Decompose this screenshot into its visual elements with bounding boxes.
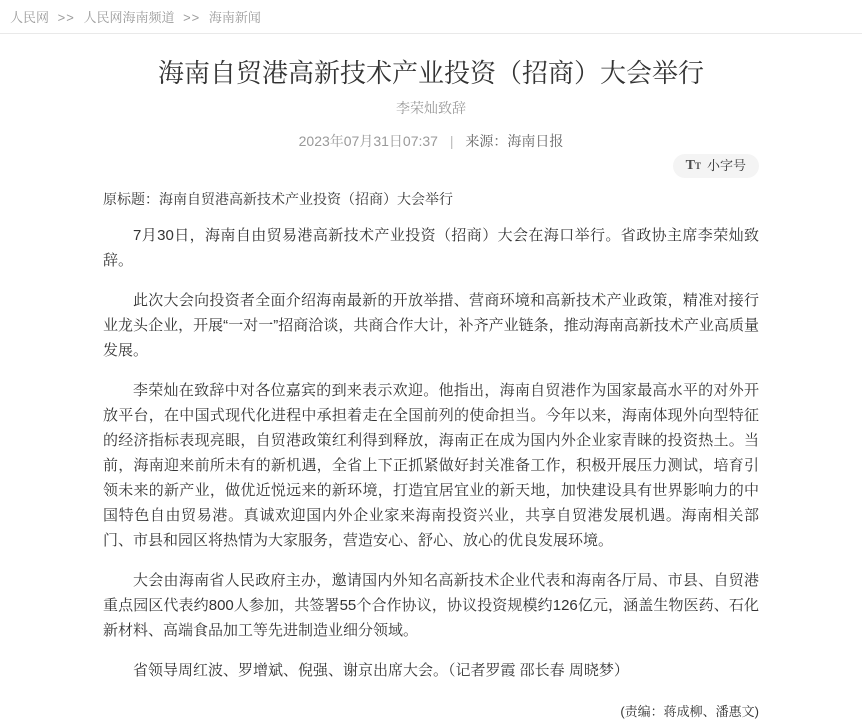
font-resize-icon-large-t: T bbox=[685, 158, 695, 173]
font-size-button[interactable] bbox=[673, 154, 759, 178]
top-divider bbox=[0, 33, 862, 34]
paragraph: 此次大会向投资者全面介绍海南最新的开放举措、营商环境和高新技术产业政策，精准对接行业龙头企业，开展“一对一”招商洽谈，共商合作大计，补齐产业链条，推动海南高新技术产业高质量发展。 bbox=[103, 292, 759, 359]
toolbar bbox=[103, 154, 759, 178]
paragraph: 李荣灿在致辞中对各位嘉宾的到来表示欢迎。他指出，海南自贸港作为国家最高水平的对外开放平台，在中国式现代化进程中承担着走在全国前列的使命担当。今年以来，海南体现外向型特征的经济指标表现亮眼，自贸港政策红利得到释放，海南正在成为国内外企业家青睐的投资热土。当前，海南迎来前所未有的新机遇，全省上下正抓紧做好封关准备工作，积极开展压力测试，培育引领未来的新产业，做优近悦远来的新环境，打造宜居宜业的新天地，加快建设具有世界影响力的中国特色自由贸易港。真诚欢迎国内外企业家来海南投资兴业，共享自贸港发展机遇。海南相关部门、市县和园区将热情为大家服务，营造安心、舒心、放心的优良发展环境。 bbox=[103, 382, 759, 549]
article-body bbox=[103, 223, 759, 683]
paragraph: 7月30日，海南自由贸易港高新技术产业投资（招商）大会在海口举行。省政协主席李荣灿致辞。 bbox=[103, 227, 759, 269]
font-resize-icon bbox=[686, 154, 701, 178]
source-link[interactable]: 海南日报 bbox=[507, 133, 564, 149]
page-title: 海南自贸港高新技术产业投资（招商）大会举行 bbox=[157, 58, 704, 88]
article-container bbox=[103, 56, 759, 720]
breadcrumb-separator: >> bbox=[183, 10, 201, 25]
font-resize-icon-small-t: T bbox=[694, 161, 701, 171]
source-label: 来源： bbox=[465, 133, 508, 149]
font-size-label: 小字号 bbox=[706, 158, 746, 173]
breadcrumb-link-hainan-news[interactable]: 海南新闻 bbox=[208, 10, 261, 25]
paragraph: 省领导周红波、罗增斌、倪强、谢京出席大会。（记者罗霞 邵长春 周晓梦） bbox=[133, 662, 629, 679]
editor-note: (责编：蒋成柳、潘惠文) bbox=[620, 704, 759, 719]
breadcrumb bbox=[0, 0, 862, 33]
breadcrumb-link-hainan-channel[interactable]: 人民网海南频道 bbox=[83, 10, 175, 25]
article-subtitle: 李荣灿致辞 bbox=[396, 100, 466, 116]
paragraph: 大会由海南省人民政府主办，邀请国内外知名高新技术企业代表和海南各厅局、市县、自贸港重点园区代表约800人参加，共签署55个合作协议，协议投资规模约126亿元，涵盖生物医药、石化新材料、高端食品加工等先进制造业细分领域。 bbox=[103, 572, 759, 639]
meta-separator: | bbox=[449, 133, 454, 149]
breadcrumb-link-peoples-daily[interactable]: 人民网 bbox=[10, 10, 50, 25]
article-meta bbox=[103, 133, 759, 150]
original-title: 原标题：海南自贸港高新技术产业投资（招商）大会举行 bbox=[103, 191, 453, 207]
breadcrumb-separator: >> bbox=[57, 10, 75, 25]
publish-date: 2023年07月31日07:37 bbox=[298, 133, 438, 149]
